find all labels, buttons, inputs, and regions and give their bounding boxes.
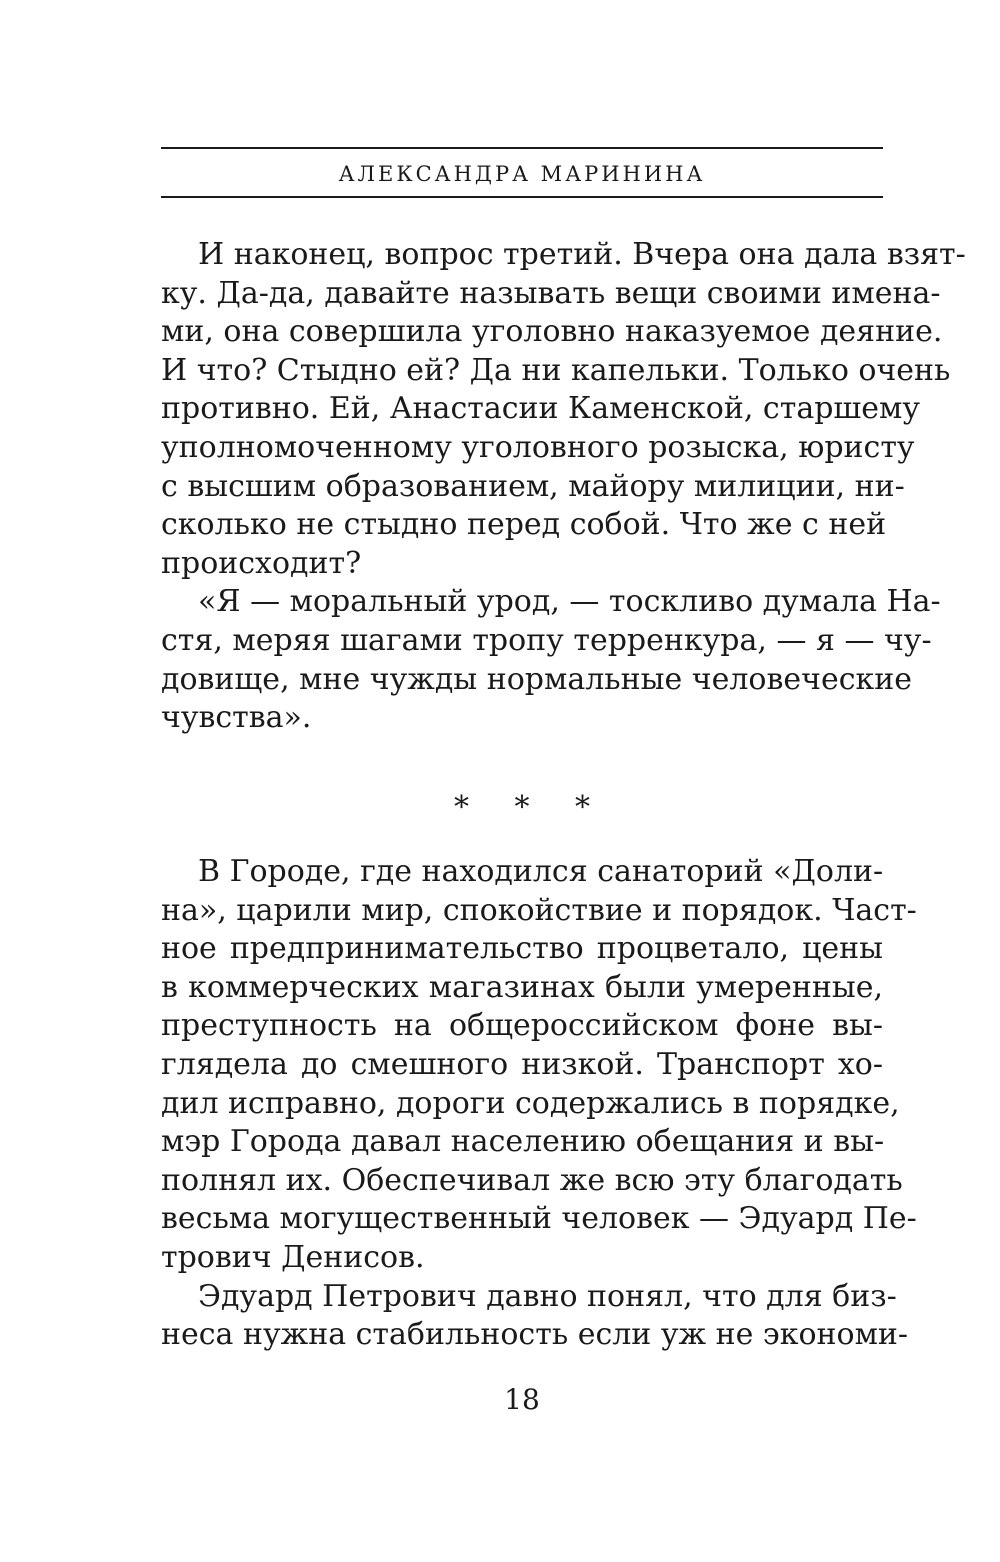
text-block-2 <box>161 853 917 1355</box>
section-separator: * * * <box>453 790 609 825</box>
text-block-1 <box>161 236 966 738</box>
header-rule-bottom <box>161 196 883 198</box>
text-line: с высшим образованием, майору милиции, ни- <box>161 468 905 504</box>
text-line: довище, мне чужды нормальные человеческие <box>161 661 912 697</box>
text-line: в коммерческих магазинах были умеренные, <box>161 969 883 1005</box>
text-line: весьма могущественный человек — Эдуард Пе- <box>161 1201 917 1237</box>
text-line: стя, меряя шагами тропу терренкура, — я — чу- <box>161 622 932 658</box>
text-line: В Городе, где находился санаторий «Доли- <box>198 854 884 889</box>
page-number: 18 <box>504 1383 540 1416</box>
text-line: И наконец, вопрос третий. Вчера она дала взят- <box>198 237 966 272</box>
text-line: И что? Стыдно ей? Да ни капельки. Только очень <box>161 352 951 388</box>
text-line: трович Денисов. <box>161 1239 425 1275</box>
text-line: на», царили мир, спокойствие и порядок. Част- <box>161 892 917 928</box>
text-line: неса нужна стабильность если уж не экономи- <box>161 1317 909 1353</box>
text-line: мэр Города давал населению обещания и вы- <box>161 1124 885 1160</box>
text-line: ку. Да-да, давайте называть вещи своими имена- <box>161 275 941 311</box>
text-line: противно. Ей, Анастасии Каменской, старшему <box>161 391 921 427</box>
text-line: чувства». <box>161 700 312 736</box>
text-line: дил исправно, дороги содержались в порядке, <box>161 1085 900 1121</box>
text-line: сколько не стыдно перед собой. Что же с ней <box>161 507 887 543</box>
header-rule-top <box>161 147 883 149</box>
text-line: глядела до смешного низкой. Транспорт хо- <box>161 1046 883 1082</box>
text-line: Эдуард Петрович давно понял, что для биз- <box>198 1278 897 1314</box>
text-line: ное предпринимательство процветало, цены <box>161 931 883 967</box>
text-line: уполномоченному уголовного розыска, юристу <box>161 429 915 465</box>
text-line: «Я — моральный урод, — тоскливо думала На- <box>198 584 941 620</box>
text-line: полнял их. Обеспечивал же всю эту благодать <box>161 1162 903 1198</box>
text-line: ми, она совершила уголовно наказуемое деяние. <box>161 314 943 350</box>
text-line: преступность на общероссийском фоне вы- <box>161 1008 883 1044</box>
running-head-author: АЛЕКСАНДРА МАРИНИНА <box>338 162 706 186</box>
text-line: происходит? <box>161 545 362 581</box>
